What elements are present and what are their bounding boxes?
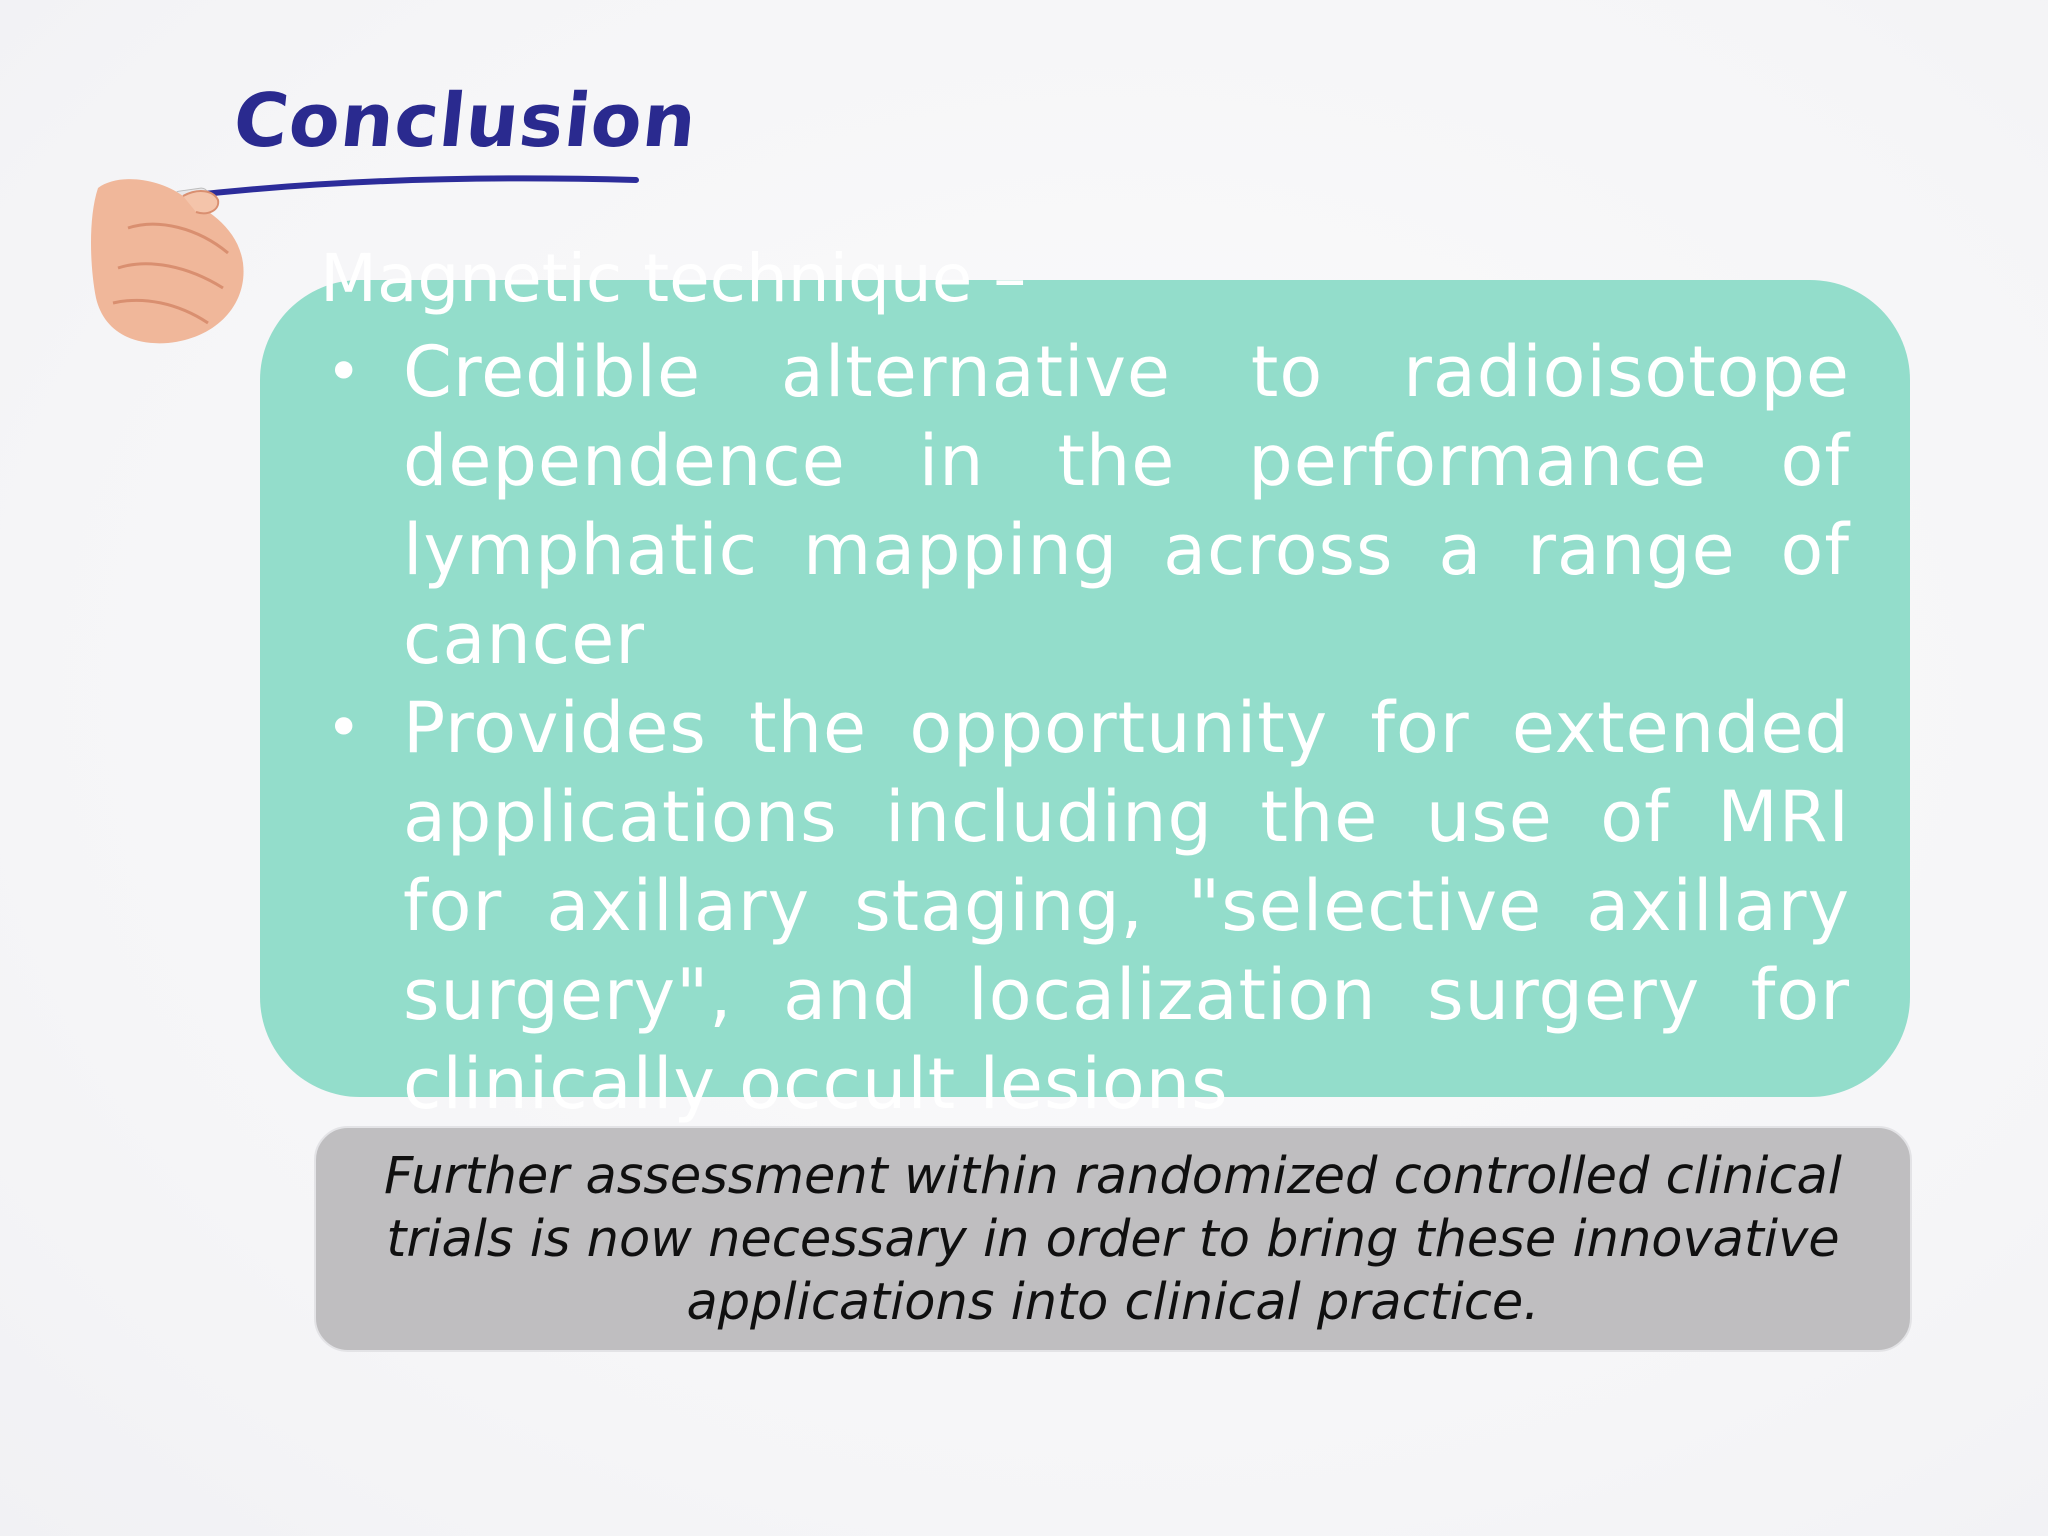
- page-title: Conclusion: [229, 78, 702, 164]
- bullet-text: Provides the opportunity for extended applications including the use of MRI for axillary staging, "selective axillary surgery", and localization surgery for clinically occult lesions: [403, 687, 1850, 1125]
- bullet-text: Credible alternative to radioisotope dependence in the performance of lymphatic mapping across a range of cancer: [403, 331, 1850, 680]
- note-text: Further assessment within randomized controlled clinical trials is now necessary in order to bring these innovative applications into clinical practice.: [384, 1146, 1842, 1332]
- bullet-list: [320, 328, 1850, 1129]
- bullet-icon: •: [326, 693, 363, 763]
- note-box: [314, 1126, 1912, 1352]
- panel-heading: Magnetic technique –: [320, 240, 1027, 317]
- bullet-item-radioisotope-alternative: [320, 328, 1850, 684]
- bullet-icon: •: [326, 337, 363, 407]
- summary-panel: [260, 240, 1910, 1125]
- bullet-item-extended-applications: [320, 684, 1850, 1129]
